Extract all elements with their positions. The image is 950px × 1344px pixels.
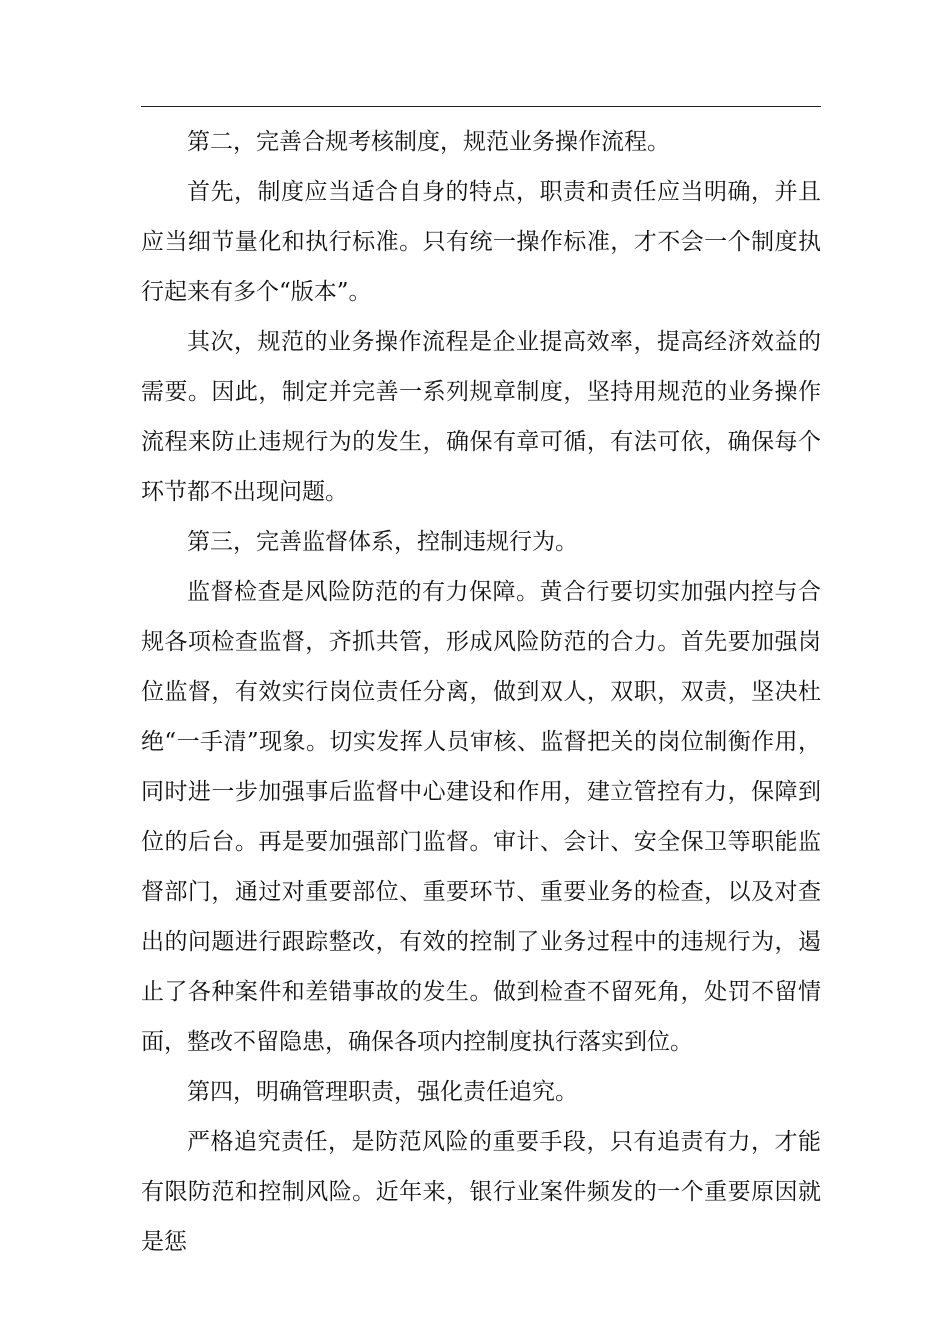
header-rule bbox=[141, 106, 821, 107]
paragraph: 严格追究责任，是防范风险的重要手段，只有追责有力，才能有限防范和控制风险。近年来，银行业案件频发的一个重要原因就是惩 bbox=[141, 1129, 821, 1255]
paragraph-heading-second: 第二，完善合规考核制度，规范业务操作流程。 bbox=[187, 129, 670, 155]
paragraph-heading-fourth: 第四，明确管理职责，强化责任追究。 bbox=[187, 1079, 578, 1105]
document-body bbox=[141, 117, 821, 1267]
paragraph: 其次，规范的业务操作流程是企业提高效率，提高经济效益的需要。因此，制定并完善一系列规章制度，坚持用规范的业务操作流程来防止违规行为的发生，确保有章可循，有法可依，确保每个环节都不出现问题。 bbox=[141, 329, 821, 505]
paragraph: 首先，制度应当适合自身的特点，职责和责任应当明确，并且应当细节量化和执行标准。只有统一操作标准，才不会一个制度执行起来有多个“版本”。 bbox=[141, 179, 821, 305]
paragraph-heading-third: 第三，完善监督体系，控制违规行为。 bbox=[187, 529, 578, 555]
paragraph: 监督检查是风险防范的有力保障。黄合行要切实加强内控与合规各项检查监督，齐抓共管，形成风险防范的合力。首先要加强岗位监督，有效实行岗位责任分离，做到双人，双职，双责，坚决杜绝“一手清”现象。切实发挥人员审核、监督把关的岗位制衡作用，同时进一步加强事后监督中心建设和作用，建立管控有力，保障到位的后台。再是要加强部门监督。审计、会计、安全保卫等职能监督部门，通过对重要部位、重要环节、重要业务的检查，以及对查出的问题进行跟踪整改，有效的控制了业务过程中的违规行为，遏止了各种案件和差错事故的发生。做到检查不留死角，处罚不留情面，整改不留隐患，确保各项内控制度执行落实到位。 bbox=[141, 579, 821, 1055]
